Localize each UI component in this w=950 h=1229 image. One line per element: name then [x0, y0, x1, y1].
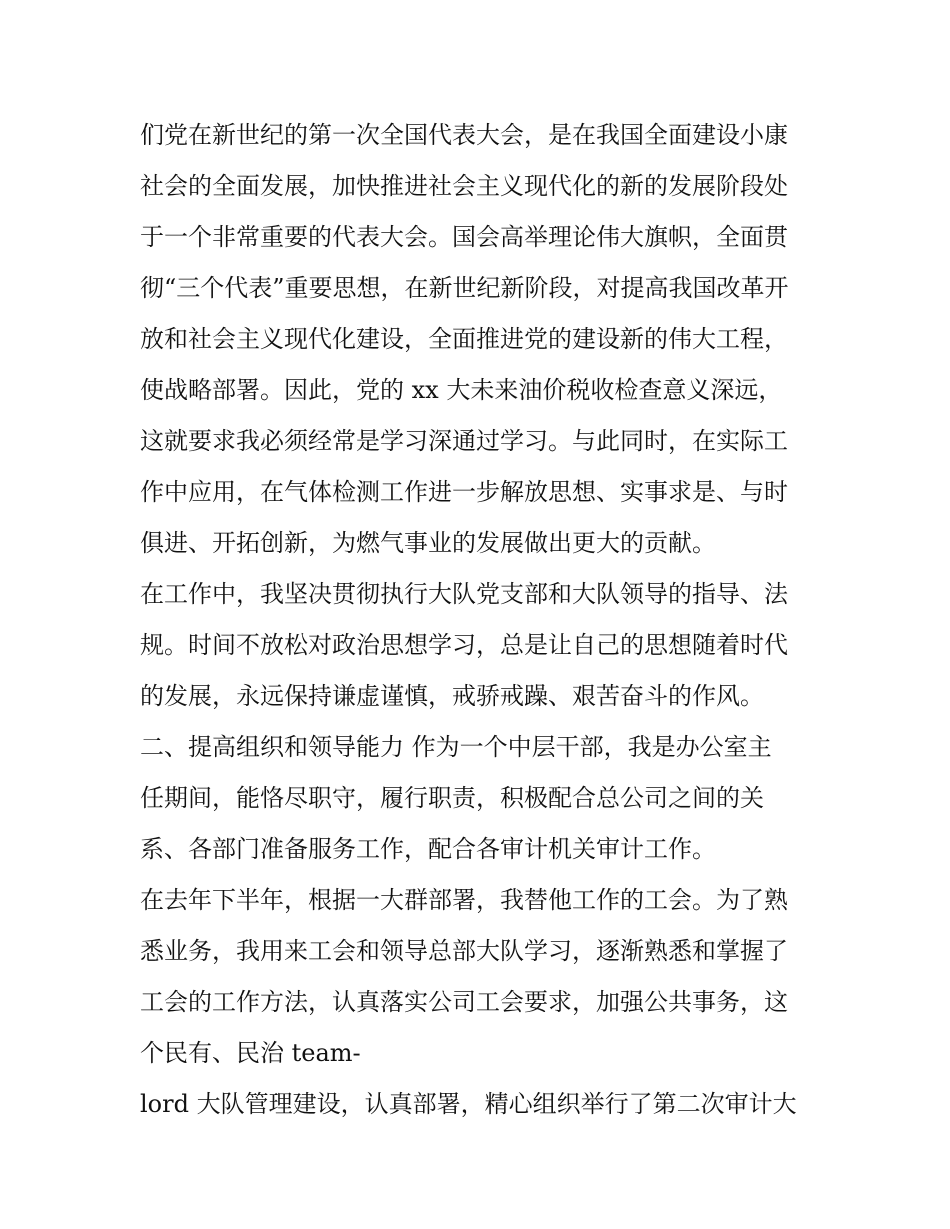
text-line: 的发展，永远保持谦虚谨慎，戒骄戒躁、艰苦奋斗的作风。	[140, 682, 764, 710]
text-line: 俱进、开拓创新，为燃气事业的发展做出更大的贡献。	[140, 529, 716, 557]
text-line: 规。时间不放松对政治思想学习，总是让自己的思想随着时代	[140, 631, 788, 659]
text-line: 工会的工作方法，认真落实公司工会要求，加强公共事务，这	[140, 988, 788, 1016]
text-line: 这就要求我必须经常是学习深通过学习。与此同时，在实际工	[140, 427, 788, 455]
text-line: 于一个非常重要的代表大会。国会高举理论伟大旗帜，全面贯	[140, 223, 788, 251]
text-line: 在工作中，我坚决贯彻执行大队党支部和大队领导的指导、法	[140, 580, 788, 608]
text-line: 在去年下半年，根据一大群部署，我替他工作的工会。为了熟	[140, 886, 788, 914]
text-line: 二、提高组织和领导能力 作为一个中层干部，我是办公室主	[140, 733, 772, 761]
text-line: 使战略部署。因此，党的 xx 大未来油价税收检查意义深远，	[140, 376, 783, 404]
text-line: 任期间，能恪尽职守，履行职责，积极配合总公司之间的关	[140, 784, 764, 812]
text-line: 个民有、民治 team-	[140, 1039, 361, 1067]
text-line: 系、各部门准备服务工作，配合各审计机关审计工作。	[140, 835, 716, 863]
text-line: 社会的全面发展，加快推进社会主义现代化的新的发展阶段处	[140, 172, 788, 200]
text-line: 彻“三个代表”重要思想，在新世纪新阶段，对提高我国改革开	[140, 274, 789, 302]
text-line: 们党在新世纪的第一次全国代表大会，是在我国全面建设小康	[140, 121, 788, 149]
body-text	[140, 110, 820, 1130]
text-line: lord 大队管理建设，认真部署，精心组织举行了第二次审计大	[140, 1090, 797, 1118]
text-line: 悉业务，我用来工会和领导总部大队学习，逐渐熟悉和掌握了	[140, 937, 788, 965]
text-line: 放和社会主义现代化建设，全面推进党的建设新的伟大工程，	[140, 325, 788, 353]
text-line: 作中应用，在气体检测工作进一步解放思想、实事求是、与时	[140, 478, 788, 506]
